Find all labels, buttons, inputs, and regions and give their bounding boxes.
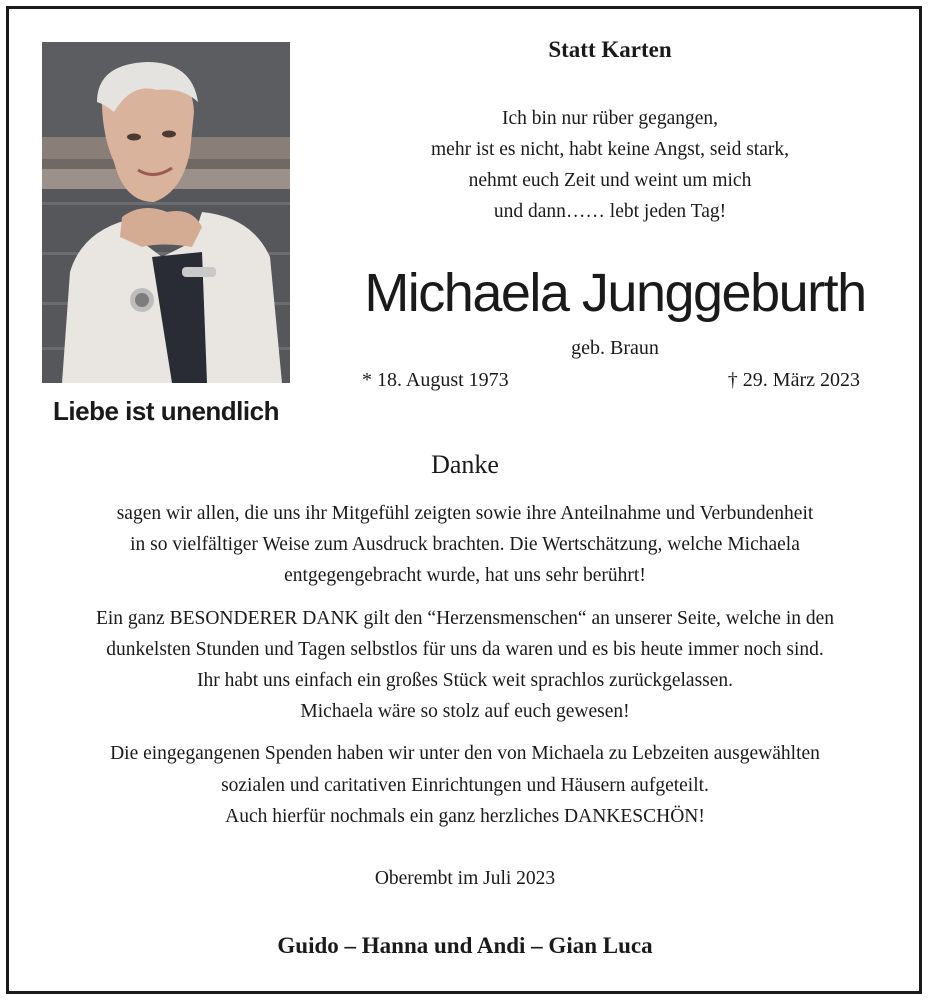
thanks-body (30, 498, 900, 843)
thanks-paragraph (30, 498, 900, 592)
motto-caption: Liebe ist unendlich (53, 396, 279, 426)
thanks-line: Ihr habt uns einfach ein großes Stück weit sprachlos zurückgelassen. (196, 670, 734, 692)
thanks-title: Danke (431, 450, 499, 479)
thanks-line: entgegengebracht wurde, hat uns sehr berührt! (284, 565, 646, 587)
signers: Guido – Hanna und Andi – Gian Luca (277, 933, 653, 958)
poem-line: nehmt euch Zeit und weint um mich (468, 170, 752, 191)
place-date: Oberembt im Juli 2023 (374, 868, 556, 889)
thanks-line: Michaela wäre so stolz auf euch gewesen! (300, 701, 630, 723)
poem (330, 103, 890, 227)
thanks-paragraph (30, 738, 900, 832)
born-name: geb. Braun (571, 337, 659, 359)
statt-karten-heading: Statt Karten (548, 37, 672, 62)
thanks-paragraph (30, 603, 900, 728)
portrait-photo (42, 42, 290, 383)
birth-date: * 18. August 1973 (362, 369, 509, 391)
thanks-line: sagen wir allen, die uns ihr Mitgefühl zeigten sowie ihre Anteilnahme und Verbundenheit (116, 503, 814, 524)
thanks-line: Die eingegangenen Spenden haben wir unter den von Michaela zu Lebzeiten ausgewählten (110, 743, 820, 765)
poem-line: Ich bin nur rüber gegangen, (501, 108, 719, 129)
death-date: † 29. März 2023 (727, 369, 860, 391)
thanks-line: sozialen und caritativen Einrichtungen und Häusern aufgeteilt. (221, 774, 709, 796)
deceased-name: Michaela Junggeburth (364, 263, 866, 323)
thanks-line: Ein ganz BESONDERER DANK gilt den “Herzensmenschen“ an unserer Seite, welche in den (95, 607, 835, 629)
thanks-line: dunkelsten Stunden und Tagen selbstlos für uns da waren und es bis heute immer noch sind. (106, 638, 824, 660)
poem-line: mehr ist es nicht, habt keine Angst, seid stark, (431, 139, 789, 160)
poem-line: und dann…… lebt jeden Tag! (493, 201, 727, 222)
thanks-line: Auch hierfür nochmals ein ganz herzliches DANKESCHÖN! (225, 805, 705, 827)
thanks-line: in so vielfältiger Weise zum Ausdruck brachten. Die Wertschätzung, welche Michaela (130, 534, 800, 556)
